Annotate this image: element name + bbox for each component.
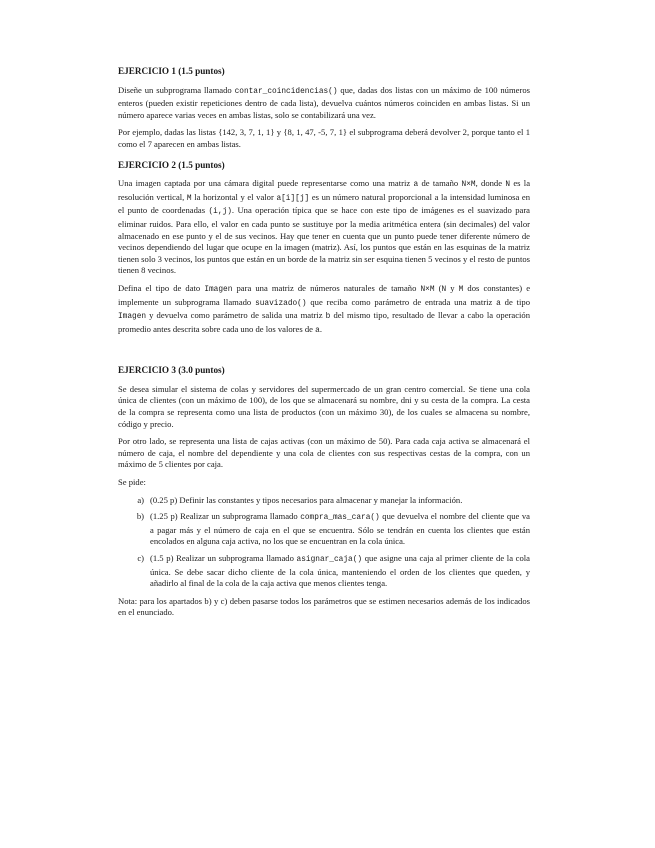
list-item [118,511,530,548]
code-span: a [315,326,320,335]
item-label: b) [136,511,144,522]
text-span: de tamaño [418,178,462,189]
exercise-3-se-pide: Se pide: [118,477,146,488]
text-span: Defina el tipo de dato [118,282,205,293]
exercise-3-cajas: Por otro lado, se representa una lista de cajas activas (con un máximo de 50). Para cada caja activa se almacenará el número de caja, el nombre del dependiente y una cola de clientes con sus respectivas cestas de la compra, con un máximo de 5 clientes por caja. [118,436,530,470]
text-span: que reciba como parámetro de entrada una matriz [306,296,497,307]
exam-page [118,66,530,625]
exercise-1 [118,66,530,151]
text-span: es un número natural proporcional a la intensidad luminosa en el punto de coordenadas [118,191,531,216]
code-span: suavizado() [255,299,307,308]
exercise-1-statement [118,85,530,122]
text-span: dos constantes) e implemente un subprograma llamado [118,282,531,307]
item-label: a) [137,494,144,505]
code-span: N×M [420,285,435,294]
exercise-2-task [118,283,530,337]
exercise-3-note: Nota: para los apartados b) y c) deben pasarse todos los parámetros que se estimen necesarios además de los indicados en el enunciado. [118,595,530,618]
text-span: y [446,282,459,293]
text-span: (0.25 p) Definir las constantes y tipos necesarios para almacenar y manejar la información. [150,494,463,505]
text-span: Diseñe un subprograma llamado [118,84,235,95]
item-label: c) [137,553,144,563]
text-span: , donde [475,178,506,189]
text-span: (1.5 p) Realizar un subprograma llamado [150,553,297,563]
text-span: y devuelva como parámetro de salida una matriz [146,310,326,321]
exercise-3-intro: Se desea simular el sistema de colas y servidores del supermercado de un gran centro comercial. Se tiene una cola única de clientes (con un máximo de 100), de los que se almacenará su nombre, dni y su cesta de la compra. La cesta de la compra se representa como una lista de productos (con un máximo 30), de los cuales se almacena su nombre, código y precio. [118,383,530,429]
exercise-3-title: EJERCICIO 3 (3.0 puntos) [118,365,225,376]
code-span: a [413,181,419,190]
exercise-2-statement [118,178,530,277]
text-span: que devuelva el nombre del cliente que va a pagar más y el número de caja en el que se encuentra. Sólo se tendrán en cuenta los clientes que están encolados en alguna caja activa, no los que se encuentran en la cola única. [150,511,530,547]
code-span: N [505,181,511,190]
code-span: M [458,285,464,294]
exercise-1-title: EJERCICIO 1 (1.5 puntos) [118,66,225,76]
exercise-3-items [118,495,530,590]
exercise-3 [118,365,530,619]
text-span: Una imagen captada por una cámara digital puede representarse como una matriz [118,178,414,189]
text-span: (1.25 p) Realizar un subprograma llamado [150,511,301,522]
text-span: del mismo tipo, resultado de llevar a cabo la operación promedio antes descrita sobre cada uno de los valores de [118,310,530,334]
code-span: Imagen [118,313,147,322]
text-span: es la resolución vertical, [118,178,531,202]
exercise-2-title: EJERCICIO 2 (1.5 puntos) [118,159,225,170]
text-span: . [319,323,322,334]
item-text [150,511,530,548]
exercise-2 [118,160,530,338]
list-item [118,553,530,590]
text-span: ( [434,282,442,293]
code-span: b [325,313,331,322]
text-span: . Una operación típica que se hace con este tipo de imágenes es el suavizado para eliminar ruidos. Para ello, el valor en cada punto se sustituye por la media aritmética entera (sin decimales) del valor almacenado en ese punto y el de sus vecinos. Hay que tener en cuenta que un punto puede tener diferente número de vecinos dependiendo del lugar que ocupe en la imagen (matriz). Así, los puntos que están en las esquinas de la matriz tienen solo 3 vecinos, los puntos que están en un borde de la matriz sin ser esquina tienen 5 vecinos y el resto de puntos tienen 8 vecinos. [118,205,530,276]
item-text [150,553,530,590]
code-span: contar_coincidencias() [234,87,338,96]
code-span: N [441,285,447,294]
code-span: asignar_caja() [296,556,363,564]
code-span: M [186,194,192,203]
item-text [150,495,530,507]
code-span: (i,j) [208,208,232,217]
text-span: de tipo [500,296,530,307]
code-span: compra_mas_cara() [300,514,380,523]
list-item [118,495,530,507]
text-span: la horizontal y el valor [191,191,277,202]
text-span: para una matriz de números naturales de tamaño [232,282,421,293]
code-span: a [496,299,501,308]
code-span: Imagen [204,285,233,294]
text-span: que asigne una caja al primer cliente de la cola única. Se debe sacar dicho cliente de la cola única, manteniendo el orden de los clientes que queden, y añadirlo al final de la cola de la caja activa que menos clientes tenga. [150,553,530,589]
exercise-1-example: Por ejemplo, dadas las listas {142, 3, 7, 1, 1} y {8, 1, 47, -5, 7, 1} el subprograma deberá devolver 2, porque tanto el 1 como el 7 aparecen en ambas listas. [118,127,530,149]
code-span: N×M [461,181,476,190]
text-span: que, dadas dos listas con un máximo de 100 números enteros (pueden existir repeticiones dentro de cada lista), devuelva cuántos números coinciden en ambas listas. Si un número aparece varias veces en ambas listas, solo se contabilizará una vez. [118,84,530,120]
code-span: a[i][j] [276,194,310,203]
